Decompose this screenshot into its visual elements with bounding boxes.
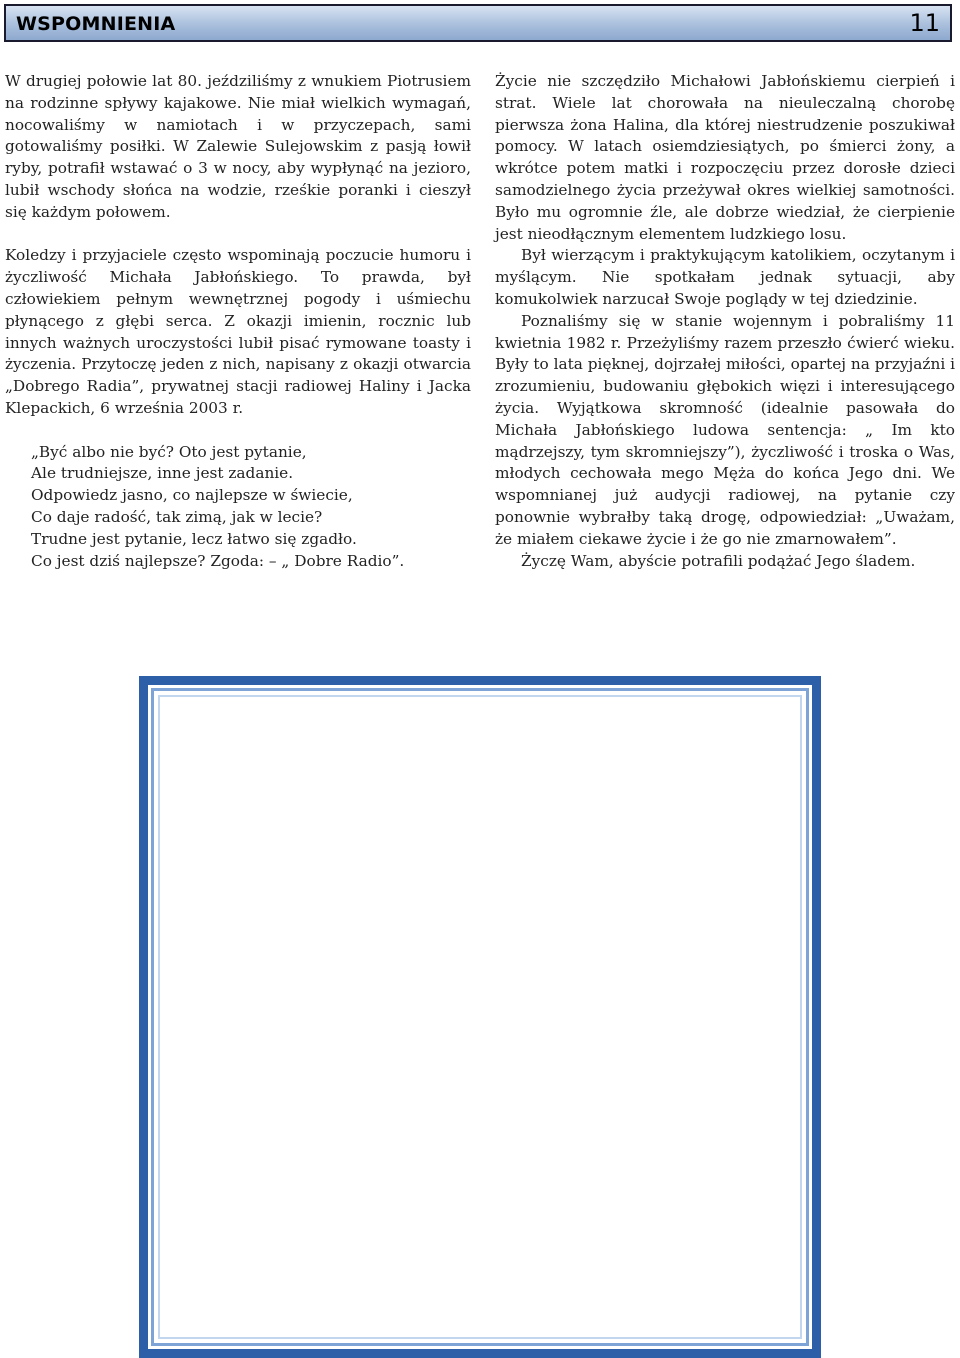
photo-frame [139, 676, 821, 1358]
paragraph-faith: Był wierzącym i praktykującym katolikiem, oczytanym i myślącym. Nie spotkałam jednak sytuacji, aby komukolwiek narzucał Swoje poglądy w tej dziedzinie. [495, 246, 955, 308]
poem [5, 442, 471, 573]
page-number: 11 [909, 9, 940, 37]
poem-line: Odpowiedz jasno, co najlepsze w świecie, [31, 486, 353, 505]
poem-line: Ale trudniejsze, inne jest zadanie. [31, 464, 294, 483]
section-title: WSPOMNIENIA [16, 13, 176, 35]
poem-line: Co daje radość, tak zimą, jak w lecie? [31, 507, 323, 526]
poem-line: Co jest dziś najlepsze? Zgoda: – „ Dobre Radio”. [31, 551, 405, 570]
page-header [4, 4, 952, 42]
poem-line: Trudne jest pytanie, lecz łatwo się zgadło. [31, 529, 357, 548]
paragraph-suffering: Życie nie szczędziło Michałowi Jabłońskiemu cierpień i strat. Wiele lat chorowała na nieuleczalną chorobę pierwsza żona Halina, dla której niestrudzenie poszukiwał pomocy. W latach osiemdziesiątych, po śmierci żony, a wkrótce potem matki i rozpoczęciu przez dorosłe dzieci samodzielnego życia przeżywał okres wielkiej samotności. Było mu ogromnie źle, ale dobrze wiedział, że cierpienie jest nieodłącznym elementem ludzkiego losu. [495, 72, 955, 243]
frame-inner-border [151, 688, 809, 1346]
paragraph-kayaking: W drugiej połowie lat 80. jeździliśmy z wnukiem Piotrusiem na rodzinne spływy kajakowe. Nie miał wielkich wymagań, nocowaliśmy w namiotach i w przyczepach, sami gotowaliśmy posiłki. W Zalewie Sulejowskim z pasją łowił ryby, potrafił wstawać o 3 w nocy, aby wypłynąć na jezioro, lubił wschody słońca na wodzie, rześkie poranki i cieszył się każdym połowem. [5, 72, 471, 221]
paragraph-marriage: Poznaliśmy się w stanie wojennym i pobraliśmy 11 kwietnia 1982 r. Przeżyliśmy razem przeszło ćwierć wieku. Były to lata pięknej, dojrzałej miłości, opartej na przyjaźni i zrozumieniu, budowaniu głębokich więzi i interesującego życia. Wyjątkowa skromność (idealnie pasowała do Michała Jabłońskiego ludowa sentencja: „ Im kto mądrzejszy, tym skromniejszy”), życzliwość i troska o Was, młodych cechowała mego Męża do końca Jego dni. We wspomnianej już audycji radiowej, na pytanie czy ponownie wybrałby taką drogę, odpowiedział: „Uważam, że miałem ciekawe życie i że go nie zmarnowałem”. [495, 311, 955, 548]
paragraph-humor: Koledzy i przyjaciele często wspominają poczucie humoru i życzliwość Michała Jabłońskiego. To prawda, był człowiekiem pełnym wewnętrznej pogody i uśmiechu płynącego z głębi serca. Z okazji imienin, rocznic lub innych ważnych uroczystości lubił pisać rymowane toasty i życzenia. Przytoczę jeden z nich, napisany z okazji otwarcia „Dobrego Radia”, prywatnej stacji radiowej Haliny i Jacka Klepackich, 6 września 2003 r. [5, 246, 471, 417]
left-column [5, 71, 471, 572]
paragraph-closing-wish: Życzę Wam, abyście potrafili podążać Jego śladem. [521, 551, 916, 570]
poem-line: „Być albo nie być? Oto jest pytanie, [31, 442, 307, 461]
frame-innermost-border [158, 695, 802, 1339]
right-column [495, 71, 955, 572]
